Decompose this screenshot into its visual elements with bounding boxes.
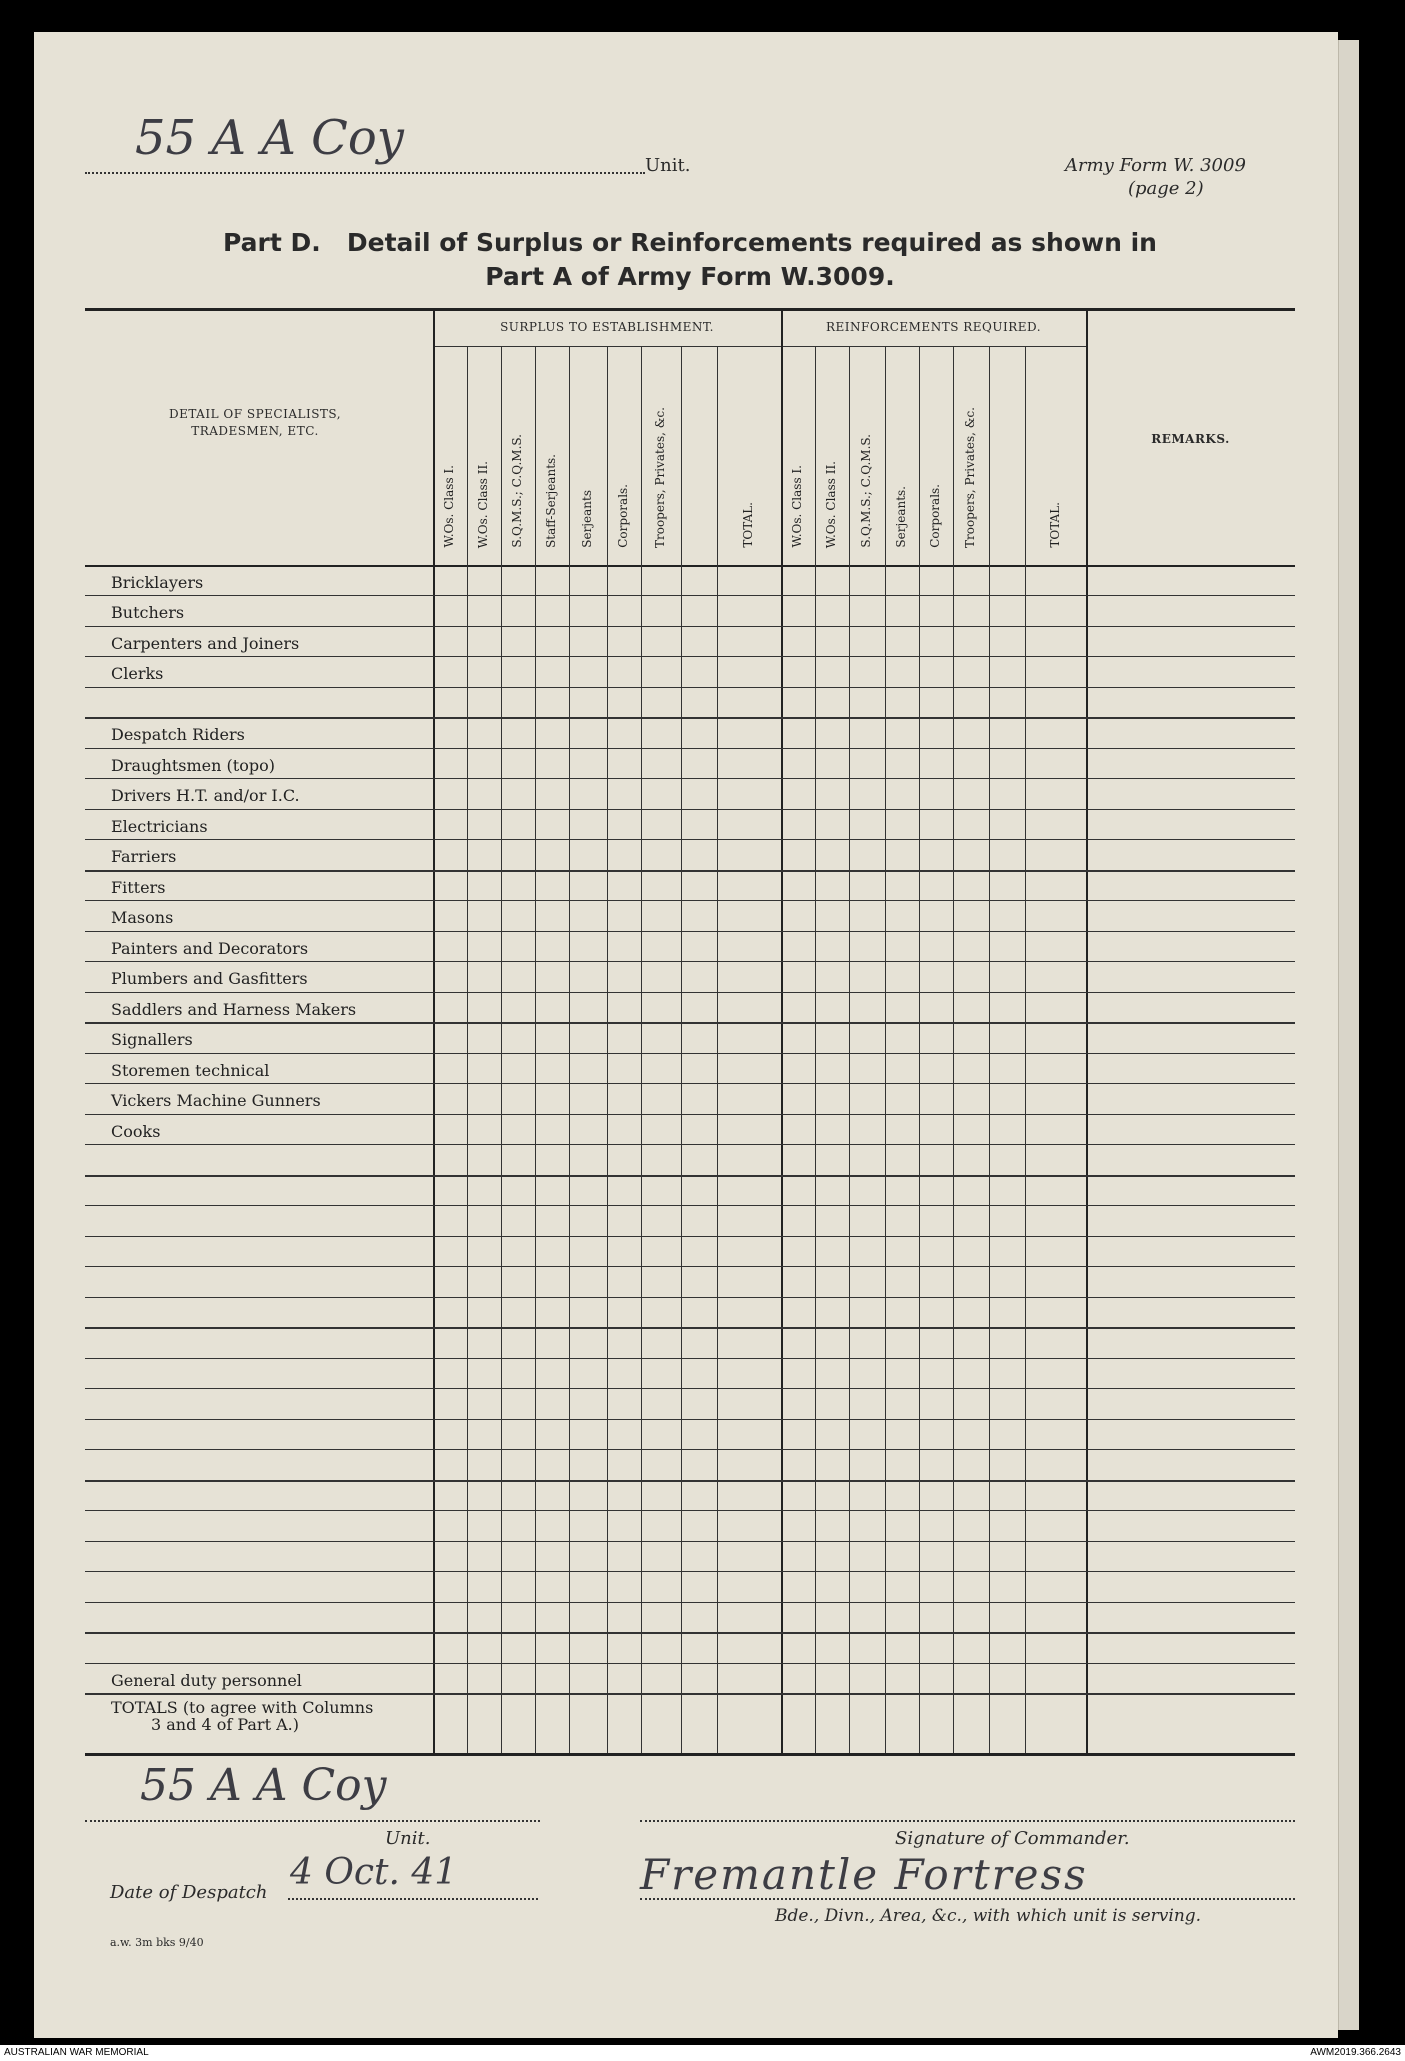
detail-header-line1: DETAIL OF SPECIALISTS, [168, 407, 342, 421]
table-row-line [85, 1571, 1295, 1572]
form-id: Army Form W. 3009 [1065, 155, 1246, 176]
table-row-line [85, 748, 1295, 749]
column-divider [1086, 308, 1088, 1753]
archive-id: AWM2019.366.2643 [1310, 2047, 1401, 2058]
table-row-line [85, 687, 1295, 688]
table-row-line [85, 1632, 1295, 1634]
row-label: Drivers H.T. and/or I.C. [111, 786, 300, 805]
surplus-column-header: W.Os. Class II. [476, 460, 490, 548]
footer-unit-label: Unit. [385, 1828, 431, 1849]
table-row-line [85, 839, 1295, 840]
table-row-line [85, 1449, 1295, 1450]
table-row-line [85, 1083, 1295, 1084]
reinforcement-column-header: Troopers, Privates, &c. [963, 406, 977, 548]
table-bottom-border [85, 1753, 1295, 1756]
row-label: Masons [111, 908, 174, 927]
remarks-header: REMARKS. [1151, 432, 1230, 446]
area-label: Bde., Divn., Area, &c., with which unit is serving. [775, 1906, 1202, 1926]
row-label: Plumbers and Gasfitters [111, 969, 308, 988]
table-row-line [85, 778, 1295, 779]
column-divider [433, 308, 435, 1753]
surplus-column-header: S.Q.M.S.; C.Q.M.S. [510, 434, 524, 548]
table-row-line [85, 595, 1295, 596]
surplus-column-header: Troopers, Privates, &c. [653, 406, 667, 548]
table-row-line [85, 1175, 1295, 1177]
unit-line [85, 172, 645, 174]
row-label: Cooks [111, 1122, 161, 1141]
row-label: Saddlers and Harness Makers [111, 1000, 357, 1019]
signature-line [640, 1820, 1295, 1822]
row-label: Farriers [111, 847, 177, 866]
footer-unit-line [85, 1820, 540, 1822]
table-row-line [85, 900, 1295, 901]
row-label: Storemen technical [111, 1061, 270, 1080]
area-handwritten: Fremantle Fortress [640, 1850, 1088, 1899]
reinforcement-column-header: Serjeants. [894, 486, 908, 548]
table-row-line [85, 992, 1295, 993]
surplus-column-header: Corporals. [616, 484, 630, 548]
surplus-column-header: TOTAL. [741, 502, 755, 548]
row-label: Bricklayers [111, 573, 204, 592]
table-row-line [85, 961, 1295, 962]
table-top-border [85, 308, 1295, 311]
area-line [640, 1898, 1295, 1900]
table-row-line [85, 1327, 1295, 1329]
table-row-line [85, 1693, 1295, 1695]
signature-label: Signature of Commander. [895, 1828, 1130, 1849]
reinforcement-column-header: Corporals. [928, 484, 942, 548]
surplus-column-header: Serjeants [580, 490, 594, 548]
table-row-line [85, 931, 1295, 932]
detail-table [85, 308, 1295, 1753]
date-handwritten: 4 Oct. 41 [290, 1852, 458, 1893]
date-line [288, 1898, 538, 1900]
table-row-line [85, 1480, 1295, 1482]
table-row-line [85, 1541, 1295, 1542]
detail-header [125, 406, 385, 440]
reinforcement-column-header: W.Os. Class I. [790, 465, 804, 548]
table-row-line [85, 1114, 1295, 1115]
table-row-line [85, 1236, 1295, 1237]
date-label: Date of Despatch [110, 1882, 268, 1903]
reinforcement-column-header: S.Q.M.S.; C.Q.M.S. [859, 434, 873, 548]
page-number: (page 2) [1128, 178, 1204, 199]
table-row-line [85, 870, 1295, 872]
reinforcement-column-header: TOTAL. [1047, 502, 1062, 548]
underlying-sheet-edge [1338, 40, 1359, 2030]
footer-unit-handwritten: 55 A A Coy [140, 1760, 387, 1811]
table-row-line [85, 1358, 1295, 1359]
reinforcement-column-header: W.Os. Class II. [824, 460, 838, 548]
unit-handwritten: 55 A A Coy [135, 110, 404, 166]
table-row-line [85, 1419, 1295, 1420]
row-label: Butchers [111, 603, 185, 622]
archive-strip [0, 2045, 1405, 2061]
row-label: Draughtsmen (topo) [111, 756, 275, 775]
form-title-line1: Part D. Detail of Surplus or Reinforcements required as shown in [223, 228, 1157, 257]
table-row-line [85, 809, 1295, 810]
totals-label [111, 1699, 373, 1733]
totals-line2: 3 and 4 of Part A.) [151, 1715, 299, 1734]
table-row-line [85, 1602, 1295, 1603]
table-row-line [85, 1388, 1295, 1389]
table-row-line [85, 1205, 1295, 1206]
row-label-general-duty: General duty personnel [111, 1671, 302, 1690]
row-label: Vickers Machine Gunners [111, 1091, 321, 1110]
table-row-line [85, 1022, 1295, 1024]
table-row-line [85, 1297, 1295, 1298]
row-label: Electricians [111, 817, 208, 836]
reinforcements-header: REINFORCEMENTS REQUIRED. [825, 320, 1042, 334]
row-label: Painters and Decorators [111, 939, 309, 958]
row-label: Fitters [111, 878, 166, 897]
print-code: a.w. 3m bks 9/40 [110, 1936, 204, 1949]
row-label: Carpenters and Joiners [111, 634, 300, 653]
row-label: Despatch Riders [111, 725, 245, 744]
unit-label: Unit. [645, 155, 691, 176]
table-row-line [85, 717, 1295, 719]
detail-header-line2: TRADESMEN, ETC. [191, 424, 319, 438]
header-bottom-border [85, 565, 1295, 567]
table-row-line [85, 1144, 1295, 1145]
surplus-column-header: Staff-Serjeants. [544, 454, 558, 548]
row-label: Signallers [111, 1030, 193, 1049]
row-label: Clerks [111, 664, 164, 683]
surplus-column-header: W.Os. Class I. [442, 465, 456, 548]
table-row-line [85, 1266, 1295, 1267]
table-row-line [85, 1663, 1295, 1664]
form-title-line2: Part A of Army Form W.3009. [485, 262, 895, 291]
table-row-line [85, 1510, 1295, 1511]
table-row-line [85, 626, 1295, 627]
archive-name: AUSTRALIAN WAR MEMORIAL [4, 2047, 149, 2058]
totals-line1: TOTALS (to agree with Columns [111, 1698, 374, 1717]
surplus-header: SURPLUS TO ESTABLISHMENT. [500, 320, 714, 334]
column-divider [781, 308, 783, 1753]
table-row-line [85, 1053, 1295, 1054]
table-row-line [85, 656, 1295, 657]
